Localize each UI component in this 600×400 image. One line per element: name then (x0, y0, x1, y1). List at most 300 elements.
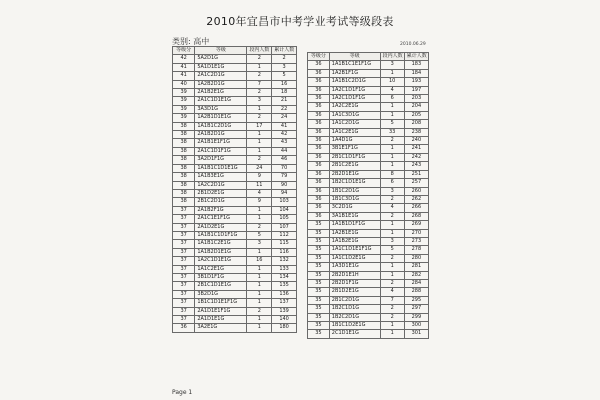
cell-count: 3 (247, 97, 272, 105)
cell-count: 2 (380, 212, 404, 220)
cell-cumulative: 268 (404, 212, 428, 220)
cell-grade: 2A1B2E1G (195, 89, 247, 97)
cell-count: 1 (247, 206, 272, 214)
cell-count: 4 (380, 86, 404, 94)
cell-cumulative: 90 (272, 181, 297, 189)
cell-cumulative: 193 (404, 78, 428, 86)
table-row (173, 89, 297, 97)
cell-count: 1 (380, 263, 404, 271)
cell-score: 39 (173, 89, 195, 97)
table-row (308, 170, 429, 178)
cell-grade: 3A3D1G (195, 105, 247, 113)
table-row (173, 63, 297, 71)
cell-score: 36 (308, 86, 330, 94)
cell-score: 41 (173, 63, 195, 71)
table-row (308, 111, 429, 119)
cell-grade: 1A1C1D2E1G (329, 254, 380, 262)
cell-score: 36 (308, 111, 330, 119)
table-row (308, 120, 429, 128)
table-row (308, 145, 429, 153)
cell-count: 2 (247, 114, 272, 122)
cell-count: 2 (380, 279, 404, 287)
cell-score: 35 (308, 288, 330, 296)
cell-grade: 1A1B1C1D1F1G (195, 231, 247, 239)
grade-table-right (307, 52, 429, 339)
cell-grade: 2B2D1F1G (329, 279, 380, 287)
table-row (173, 206, 297, 214)
cell-cumulative: 197 (404, 86, 428, 94)
table-row (173, 316, 297, 324)
cell-count: 3 (247, 240, 272, 248)
cell-score: 40 (173, 80, 195, 88)
cell-grade: 1A1C2E1G (195, 265, 247, 273)
table-row (173, 215, 297, 223)
table-row (308, 296, 429, 304)
cell-score: 35 (308, 237, 330, 245)
cell-cumulative: 243 (404, 162, 428, 170)
table-row (308, 313, 429, 321)
cell-score: 36 (308, 145, 330, 153)
cell-cumulative: 300 (404, 322, 428, 330)
cell-grade: 2A1D1E1F1G (195, 307, 247, 315)
cell-count: 1 (247, 147, 272, 155)
table-row (308, 288, 429, 296)
cell-grade: 1B1C1D2E1G (329, 322, 380, 330)
cell-cumulative: 284 (404, 279, 428, 287)
grade-table-left (172, 46, 297, 333)
cell-count: 1 (247, 290, 272, 298)
cell-count: 1 (380, 271, 404, 279)
cell-count: 1 (247, 324, 272, 332)
table-row (173, 139, 297, 147)
cell-score: 38 (173, 198, 195, 206)
cell-score: 35 (308, 221, 330, 229)
cell-cumulative: 105 (272, 215, 297, 223)
cell-cumulative: 116 (272, 248, 297, 256)
cell-grade: 1A1B2D1E1G (195, 248, 247, 256)
cell-count: 1 (247, 105, 272, 113)
cell-score: 38 (173, 147, 195, 155)
cell-cumulative: 301 (404, 330, 428, 338)
cell-count: 9 (247, 173, 272, 181)
cell-count: 2 (247, 72, 272, 80)
cell-grade: 1A1B1C1D1E1G (195, 164, 247, 172)
cell-cumulative: 21 (272, 97, 297, 105)
cell-grade: 2A1C1E1F1G (195, 215, 247, 223)
cell-score: 38 (173, 164, 195, 172)
cell-score: 42 (173, 55, 195, 63)
cell-score: 39 (173, 105, 195, 113)
cell-score: 35 (308, 271, 330, 279)
table-row (173, 173, 297, 181)
cell-count: 5 (380, 246, 404, 254)
cell-cumulative: 94 (272, 189, 297, 197)
cell-grade: 5A2D1G (195, 55, 247, 63)
cell-cumulative: 115 (272, 240, 297, 248)
cell-cumulative: 112 (272, 231, 297, 239)
table-row (308, 195, 429, 203)
cell-score: 38 (173, 173, 195, 181)
cell-cumulative: 241 (404, 145, 428, 153)
cell-count: 9 (247, 198, 272, 206)
cell-count: 2 (247, 55, 272, 63)
cell-grade: 1B1C3D1G (329, 195, 380, 203)
cell-grade: 1A1C1D1E1F1G (329, 246, 380, 254)
cell-count: 2 (380, 195, 404, 203)
cell-count: 1 (380, 162, 404, 170)
cell-score: 37 (173, 206, 195, 214)
cell-cumulative: 260 (404, 187, 428, 195)
cell-count: 1 (247, 215, 272, 223)
cell-cumulative: 135 (272, 282, 297, 290)
cell-score: 37 (173, 290, 195, 298)
cell-count: 33 (380, 128, 404, 136)
cell-cumulative: 5 (272, 72, 297, 80)
table-row (173, 164, 297, 172)
cell-count: 1 (380, 330, 404, 338)
table-row (173, 131, 297, 139)
table-row (173, 290, 297, 298)
table-header-row (173, 47, 297, 55)
cell-grade: 1A2B2D1G (195, 80, 247, 88)
cell-grade: 1B2C1D1E1G (329, 179, 380, 187)
cell-cumulative: 238 (404, 128, 428, 136)
cell-cumulative: 43 (272, 139, 297, 147)
page-number: Page 1 (172, 389, 193, 396)
cell-score: 37 (173, 215, 195, 223)
cell-grade: 2B1C2D1G (195, 198, 247, 206)
cell-grade: 3B1D1F1G (195, 273, 247, 281)
table-row (308, 78, 429, 86)
col-header-count: 段内人数 (247, 47, 272, 55)
cell-score: 37 (173, 248, 195, 256)
table-row (308, 221, 429, 229)
table-body-left (173, 55, 297, 332)
cell-grade: 5A1D1E1G (195, 63, 247, 71)
cell-count: 4 (247, 189, 272, 197)
table-row (173, 223, 297, 231)
cell-cumulative: 281 (404, 263, 428, 271)
cell-cumulative: 251 (404, 170, 428, 178)
cell-grade: 2B1C2D1G (329, 296, 380, 304)
table-row (173, 324, 297, 332)
cell-score: 35 (308, 322, 330, 330)
cell-grade: 3C2D1G (329, 204, 380, 212)
cell-score: 35 (308, 254, 330, 262)
cell-count: 1 (247, 316, 272, 324)
cell-grade: 2B1C2E1G (329, 162, 380, 170)
cell-count: 2 (247, 89, 272, 97)
cell-count: 1 (247, 63, 272, 71)
cell-grade: 2A1B1E1F1G (195, 139, 247, 147)
table-row (173, 114, 297, 122)
cell-score: 35 (308, 296, 330, 304)
cell-cumulative: 133 (272, 265, 297, 273)
cell-count: 4 (380, 204, 404, 212)
cell-count: 2 (380, 254, 404, 262)
cell-grade: 1A3D1E1G (329, 263, 380, 271)
cell-cumulative: 42 (272, 131, 297, 139)
cell-grade: 1B1C2D1G (329, 187, 380, 195)
table-row (173, 198, 297, 206)
cell-count: 1 (380, 69, 404, 77)
cell-cumulative: 282 (404, 271, 428, 279)
col-header-cumulative: 累计人数 (404, 53, 428, 61)
table-row (173, 257, 297, 265)
table-row (308, 61, 429, 69)
cell-count: 1 (380, 103, 404, 111)
cell-cumulative: 44 (272, 147, 297, 155)
cell-cumulative: 262 (404, 195, 428, 203)
cell-count: 1 (247, 282, 272, 290)
table-row (173, 231, 297, 239)
cell-score: 36 (308, 103, 330, 111)
cell-cumulative: 70 (272, 164, 297, 172)
cell-cumulative: 132 (272, 257, 297, 265)
page-title: 2010年宜昌市中考学业考试等级段表 (206, 15, 394, 28)
cell-score: 35 (308, 305, 330, 313)
date-label: 2010.06.29 (400, 42, 426, 47)
cell-cumulative: 240 (404, 137, 428, 145)
cell-cumulative: 134 (272, 273, 297, 281)
cell-count: 1 (380, 153, 404, 161)
cell-grade: 1A2C1D1E1G (195, 257, 247, 265)
cell-score: 38 (173, 156, 195, 164)
table-row (173, 181, 297, 189)
cell-grade: 1A2B1D1E1G (195, 114, 247, 122)
cell-grade: 2A1B2D1G (195, 131, 247, 139)
table-row (173, 97, 297, 105)
table-row (173, 105, 297, 113)
cell-count: 1 (380, 145, 404, 153)
table-row (308, 279, 429, 287)
cell-grade: 1A1B1D1F1G (329, 221, 380, 229)
cell-count: 24 (247, 164, 272, 172)
cell-grade: 1B1C1D1E1F1G (195, 299, 247, 307)
table-row (308, 271, 429, 279)
cell-cumulative: 2 (272, 55, 297, 63)
cell-count: 5 (380, 120, 404, 128)
cell-grade: 2B2D1E1G (329, 170, 380, 178)
cell-cumulative: 205 (404, 111, 428, 119)
table-row (308, 95, 429, 103)
cell-score: 37 (173, 282, 195, 290)
cell-cumulative: 104 (272, 206, 297, 214)
cell-count: 2 (380, 305, 404, 313)
category-label: 类别: 高中 (172, 37, 210, 46)
cell-grade: 1A4D1G (329, 137, 380, 145)
table-row (308, 179, 429, 187)
cell-grade: 1A1B2E1G (329, 237, 380, 245)
cell-score: 38 (173, 189, 195, 197)
cell-grade: 1A2C2D1G (195, 181, 247, 189)
cell-grade: 1A1B1C2D1G (195, 122, 247, 130)
cell-count: 2 (247, 223, 272, 231)
table-row (173, 122, 297, 130)
cell-score: 37 (173, 307, 195, 315)
cell-grade: 1A1B1C2E1G (195, 240, 247, 248)
cell-cumulative: 3 (272, 63, 297, 71)
cell-cumulative: 41 (272, 122, 297, 130)
col-header-grade: 等级 (329, 53, 380, 61)
cell-cumulative: 22 (272, 105, 297, 113)
cell-score: 36 (308, 212, 330, 220)
cell-grade: 1A1B1C2D1G (329, 78, 380, 86)
cell-count: 1 (380, 221, 404, 229)
table-row (308, 69, 429, 77)
cell-count: 7 (247, 80, 272, 88)
cell-score: 39 (173, 97, 195, 105)
col-header-grade: 等级 (195, 47, 247, 55)
cell-cumulative: 18 (272, 89, 297, 97)
cell-cumulative: 203 (404, 95, 428, 103)
cell-count: 1 (380, 111, 404, 119)
cell-count: 2 (380, 313, 404, 321)
table-row (308, 86, 429, 94)
cell-score: 36 (308, 187, 330, 195)
cell-score: 36 (308, 162, 330, 170)
cell-score: 36 (308, 153, 330, 161)
cell-count: 1 (247, 273, 272, 281)
cell-score: 37 (173, 257, 195, 265)
cell-grade: 2B1D2E1G (195, 189, 247, 197)
table-row (308, 212, 429, 220)
cell-cumulative: 137 (272, 299, 297, 307)
cell-cumulative: 136 (272, 290, 297, 298)
cell-cumulative: 107 (272, 223, 297, 231)
cell-cumulative: 270 (404, 229, 428, 237)
cell-count: 3 (380, 187, 404, 195)
cell-score: 36 (308, 69, 330, 77)
cell-grade: 2C1D1E1G (329, 330, 380, 338)
cell-cumulative: 273 (404, 237, 428, 245)
table-row (173, 248, 297, 256)
cell-cumulative: 16 (272, 80, 297, 88)
cell-score: 41 (173, 72, 195, 80)
table-row (308, 128, 429, 136)
cell-count: 2 (247, 307, 272, 315)
cell-cumulative: 184 (404, 69, 428, 77)
cell-grade: 3A1B1E1G (329, 212, 380, 220)
table-row (173, 147, 297, 155)
cell-count: 1 (380, 322, 404, 330)
cell-cumulative: 46 (272, 156, 297, 164)
cell-grade: 2A1C1D1E1G (195, 97, 247, 105)
table-row (173, 189, 297, 197)
cell-score: 36 (308, 120, 330, 128)
col-header-cumulative: 累计人数 (272, 47, 297, 55)
cell-grade: 2A1B2F1G (195, 206, 247, 214)
table-row (308, 263, 429, 271)
table-row (173, 307, 297, 315)
cell-grade: 1A2C1D1F1G (329, 86, 380, 94)
cell-score: 35 (308, 330, 330, 338)
cell-cumulative: 288 (404, 288, 428, 296)
table-row (308, 229, 429, 237)
cell-grade: 1A1C2D1G (329, 120, 380, 128)
cell-cumulative: 103 (272, 198, 297, 206)
cell-score: 36 (308, 128, 330, 136)
cell-grade: 3A2D1F1G (195, 156, 247, 164)
cell-count: 4 (380, 288, 404, 296)
cell-count: 10 (380, 78, 404, 86)
cell-count: 6 (380, 179, 404, 187)
table-row (173, 273, 297, 281)
cell-score: 36 (308, 95, 330, 103)
table-row (308, 305, 429, 313)
table-row (173, 55, 297, 63)
cell-grade: 2A1C1D1F1G (195, 147, 247, 155)
table-row (173, 299, 297, 307)
cell-grade: 2A1C2D1G (195, 72, 247, 80)
col-header-score: 等级分 (308, 53, 330, 61)
cell-cumulative: 280 (404, 254, 428, 262)
cell-count: 1 (247, 248, 272, 256)
table-row (173, 240, 297, 248)
cell-score: 38 (173, 122, 195, 130)
cell-cumulative: 257 (404, 179, 428, 187)
cell-count: 8 (380, 170, 404, 178)
cell-grade: 1A2B1F1G (329, 69, 380, 77)
table-body-right (308, 61, 429, 338)
cell-score: 37 (173, 316, 195, 324)
cell-count: 1 (247, 139, 272, 147)
cell-count: 1 (247, 299, 272, 307)
cell-cumulative: 204 (404, 103, 428, 111)
cell-grade: 2B1C1D1F1G (329, 153, 380, 161)
cell-score: 35 (308, 246, 330, 254)
cell-count: 7 (380, 296, 404, 304)
cell-grade: 1A2B1E1G (329, 229, 380, 237)
cell-count: 1 (247, 131, 272, 139)
table-row (308, 137, 429, 145)
cell-cumulative: 295 (404, 296, 428, 304)
cell-count: 6 (380, 95, 404, 103)
cell-score: 35 (308, 279, 330, 287)
cell-grade: 1B2C2D1G (329, 313, 380, 321)
cell-grade: 1A1B1C1E1F1G (329, 61, 380, 69)
cell-grade: 1A1C3D1G (329, 111, 380, 119)
cell-grade: 3B1E1F1G (329, 145, 380, 153)
cell-score: 36 (308, 78, 330, 86)
cell-count: 2 (247, 156, 272, 164)
table-row (308, 162, 429, 170)
col-header-count: 段内人数 (380, 53, 404, 61)
cell-count: 11 (247, 181, 272, 189)
cell-score: 37 (173, 299, 195, 307)
cell-cumulative: 242 (404, 153, 428, 161)
cell-score: 36 (308, 137, 330, 145)
cell-score: 36 (308, 170, 330, 178)
table-row (173, 265, 297, 273)
cell-score: 38 (173, 139, 195, 147)
cell-cumulative: 299 (404, 313, 428, 321)
cell-score: 36 (308, 61, 330, 69)
cell-cumulative: 297 (404, 305, 428, 313)
cell-grade: 2A1D2E1G (195, 223, 247, 231)
cell-cumulative: 79 (272, 173, 297, 181)
table-row (308, 254, 429, 262)
cell-count: 17 (247, 122, 272, 130)
cell-score: 35 (308, 263, 330, 271)
cell-grade: 2B2D1E1H (329, 271, 380, 279)
table-row (308, 103, 429, 111)
cell-score: 37 (173, 240, 195, 248)
cell-score: 38 (173, 181, 195, 189)
table-row (308, 153, 429, 161)
cell-score: 36 (308, 195, 330, 203)
cell-cumulative: 139 (272, 307, 297, 315)
